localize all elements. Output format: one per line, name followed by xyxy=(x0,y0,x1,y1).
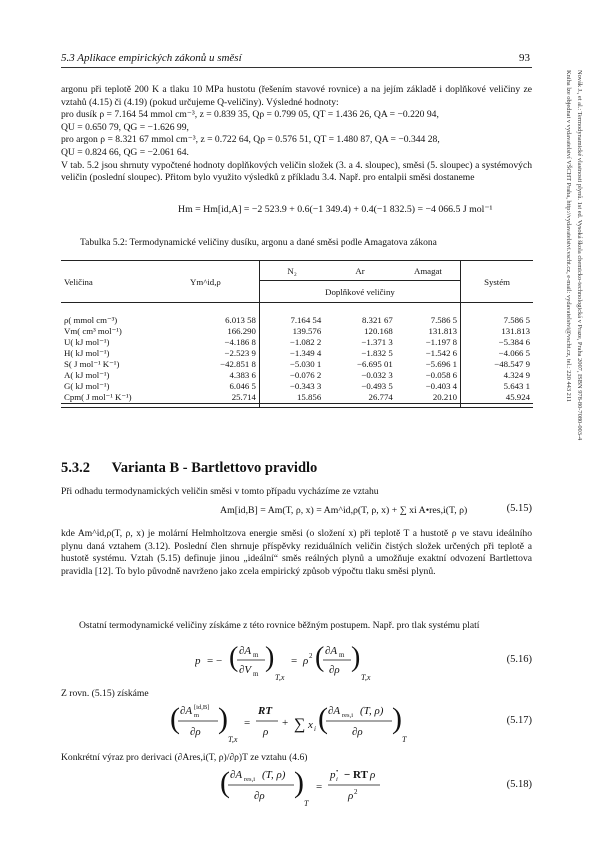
row-ar: 120.168 xyxy=(364,326,393,336)
col-header-ideal: Ym^id,ρ xyxy=(187,261,259,303)
svg-text:2: 2 xyxy=(309,652,313,660)
row-quantity: U( kJ mol⁻¹) xyxy=(64,336,110,347)
svg-text:∑: ∑ xyxy=(294,716,306,733)
row-amagat: −0.058 6 xyxy=(425,370,458,380)
enthalpy-equation: Hm = Hm[id,A] = −2 523.9 + 0.6(−1 349.4) + 0.4(−1 832.5) = −4 066.5 J mol⁻¹ xyxy=(178,204,493,215)
section-intro: Při odhadu termodynamických veličin směsi v tomto případu vycházíme ze vztahu xyxy=(61,486,379,497)
section-paragraph-3: Ostatní termodynamické veličiny získáme z této rovnice běžným postupem. Např. pro tlak systému platí xyxy=(79,620,480,631)
svg-text:T: T xyxy=(402,735,407,744)
section-paragraph-2: kde Am^id,ρ(T, ρ, x) je molární Helmholtzova energie směsi (o složení x) při teplotě T a hustotě ρ ve stavu ideálního plynu daná vztahem (3.12). Poslední člen shrnuje příspěvky reziduálních veličin čistých složek určených při teplotě a hustotě systému. Vztah (5.15) definuje jinou „ideální“ směs reálných plynů a umožňuje exaktní odvození Bartlettova pravidla [12]. To bylo původně navrženo jako zcela empirický způsob výpočtu tlaku směsi plynů. xyxy=(61,528,532,577)
sidenote-line-2: Kniha lze objednat v vydavatelství VŠCHT Praha, http://vydavatelstvi.vscht.cz, e-mail: vydavatelstvi@vscht.cz, tel.: 220 443 211 xyxy=(565,70,572,402)
row-system: 45.924 xyxy=(461,392,533,404)
svg-text:x: x xyxy=(308,719,313,731)
row-ideal: 4.383 6 xyxy=(229,370,256,380)
equation-5-17 xyxy=(170,700,430,746)
row-amagat: 20.210 xyxy=(396,392,461,404)
svg-text:T,x: T,x xyxy=(275,673,285,682)
svg-text:ρ: ρ xyxy=(263,726,269,738)
svg-text:=: = xyxy=(244,717,251,729)
col-header-quantity: Veličina xyxy=(61,261,187,303)
row-ar: 8.321 67 xyxy=(361,315,393,325)
row-n2: −0.343 3 xyxy=(259,381,324,392)
row-system: −4.066 5 xyxy=(461,348,533,359)
row-ideal: −42.851 8 xyxy=(220,359,256,369)
row-amagat: −0.403 4 xyxy=(425,381,458,391)
svg-text:∂ρ: ∂ρ xyxy=(329,664,340,676)
svg-text:i: i xyxy=(336,776,338,783)
svg-text:T,x: T,x xyxy=(228,735,238,744)
row-ar: −0.493 5 xyxy=(361,381,393,391)
row-system: −48.547 9 xyxy=(461,359,533,370)
svg-text:): ) xyxy=(392,702,402,735)
row-amagat: −1.542 6 xyxy=(425,348,458,358)
col-header-amagat: Amagat xyxy=(396,261,461,281)
equation-5-18 xyxy=(220,764,410,810)
row-system: 5.643 1 xyxy=(461,381,533,392)
thermo-table xyxy=(61,260,533,408)
row-amagat: 7.586 5 xyxy=(430,315,458,325)
section-title: Varianta B - Bartlettovo pravidlo xyxy=(111,460,318,476)
row-ar: 26.774 xyxy=(324,392,396,404)
section-paragraph-4: Z rovn. (5.15) získáme xyxy=(61,688,149,699)
svg-text:): ) xyxy=(218,702,228,735)
table-row xyxy=(61,315,533,326)
row-ar: −1.371 3 xyxy=(361,337,393,347)
copyright-sidenote xyxy=(563,70,585,440)
svg-text:∂ρ: ∂ρ xyxy=(254,790,265,802)
row-ideal: 25.714 xyxy=(187,392,259,404)
svg-text:p: p xyxy=(195,655,201,667)
svg-text:): ) xyxy=(265,642,275,673)
nitrogen-values-1: pro dusík ρ = 7.164 54 mmol cm⁻³, z = 0.839 35, Qρ = 0.799 05, QT = 1.436 26, QA = −0.220 94, xyxy=(61,109,439,121)
row-system: −5.384 6 xyxy=(461,337,533,348)
subheader-supplementary: Doplňkové veličiny xyxy=(259,281,460,303)
svg-text:m: m xyxy=(194,712,200,719)
row-system: 4.324 9 xyxy=(461,370,533,381)
section-heading xyxy=(61,460,317,477)
svg-text:res,i: res,i xyxy=(342,712,354,719)
argon-values-2: QU = 0.824 66, QG = −2.061 64. xyxy=(61,146,189,158)
eq-number-5-18: (5.18) xyxy=(506,779,532,790)
row-quantity: S( J mol⁻¹ K⁻¹) xyxy=(64,358,120,369)
header-title: 5.3 Aplikace empirických zákonů u směsí xyxy=(61,52,242,64)
svg-text:T: T xyxy=(304,799,309,808)
svg-text:∂V: ∂V xyxy=(239,664,252,676)
svg-text:=: = xyxy=(316,781,323,793)
table-row xyxy=(61,381,533,392)
equation-5-15: Am[id,B] = Am(T, ρ, x) = Am^id,ρ(T, ρ, x) + ∑ xi A•res,i(T, ρ) xyxy=(220,505,468,516)
svg-text:i: i xyxy=(314,725,316,733)
section-paragraph-5: Konkrétní výraz pro derivaci (∂Ares,i(T, ρ)/∂ρ)T ze vztahu (4.6) xyxy=(61,752,308,763)
svg-text:2: 2 xyxy=(354,788,358,796)
header-rule xyxy=(61,67,532,68)
table-caption: Tabulka 5.2: Termodynamické veličiny dusíku, argonu a dané směsi podle Amagatova zákona xyxy=(80,238,437,248)
table-row xyxy=(61,392,533,404)
svg-text:∂A: ∂A xyxy=(230,769,243,781)
svg-text:m: m xyxy=(339,651,345,659)
row-quantity: A( kJ mol⁻¹) xyxy=(64,369,110,380)
row-amagat: −1.197 8 xyxy=(425,337,458,347)
svg-text:∂ρ: ∂ρ xyxy=(352,726,363,738)
row-quantity: G( kJ mol⁻¹) xyxy=(64,380,110,391)
page-number: 93 xyxy=(519,52,530,64)
col-header-ar: Ar xyxy=(324,261,396,281)
svg-text:ρ: ρ xyxy=(303,655,309,667)
svg-text:[id,B]: [id,B] xyxy=(194,704,210,711)
row-ar: −1.832 5 xyxy=(361,348,393,358)
row-quantity: ρ( mmol cm⁻³) xyxy=(64,314,118,325)
svg-text:=: = xyxy=(291,655,298,667)
svg-text:∂A: ∂A xyxy=(239,645,252,657)
svg-text:): ) xyxy=(351,642,361,673)
svg-text:= −: = − xyxy=(207,655,223,667)
svg-text:∂A: ∂A xyxy=(325,645,338,657)
row-amagat: −5.696 1 xyxy=(425,359,458,369)
svg-text:p: p xyxy=(330,769,336,781)
intro-paragraph: argonu při teplotě 200 K a tlaku 10 MPa hustotu (řešením stavové rovnice) a na jejím základě i doplňkové veličiny ze vztahů (4.15) či (4.19) (pokud určujeme Q-veličiny). Výsledné hodnoty: xyxy=(61,84,532,108)
svg-text:+: + xyxy=(282,717,289,729)
col-header-n2: N₂ xyxy=(259,261,324,281)
row-n2: −1.349 4 xyxy=(259,348,324,359)
table-row xyxy=(61,359,533,370)
row-quantity: Vm( cm³ mol⁻¹) xyxy=(64,325,122,336)
intro-text xyxy=(61,84,532,185)
svg-text:RT: RT xyxy=(258,705,273,717)
svg-text:∂A: ∂A xyxy=(328,705,341,717)
svg-text:ρ: ρ xyxy=(348,790,354,802)
svg-text:m: m xyxy=(253,651,259,659)
svg-text:T,x: T,x xyxy=(361,673,371,682)
svg-text:∂A: ∂A xyxy=(180,705,193,717)
svg-text:∂ρ: ∂ρ xyxy=(190,726,201,738)
row-quantity: H( kJ mol⁻¹) xyxy=(64,347,110,358)
row-system: 131.813 xyxy=(461,326,533,337)
svg-text:(: ( xyxy=(318,702,328,735)
svg-text:m: m xyxy=(253,670,259,678)
equation-5-16 xyxy=(195,640,405,684)
row-quantity: Cpm( J mol⁻¹ K⁻¹) xyxy=(61,392,187,404)
table-body xyxy=(61,303,533,408)
row-ar: −0.032 3 xyxy=(361,370,393,380)
row-system: 7.586 5 xyxy=(461,315,533,326)
svg-text:ρ: ρ xyxy=(370,769,376,781)
row-n2: 7.164 54 xyxy=(259,315,324,326)
table-row xyxy=(61,370,533,381)
svg-text:): ) xyxy=(294,766,304,799)
row-amagat: 131.813 xyxy=(428,326,458,336)
row-n2: 15.856 xyxy=(259,392,324,404)
eq-number-5-17: (5.17) xyxy=(506,715,532,726)
row-ideal: 6.046 5 xyxy=(229,381,256,391)
row-ideal: −2.523 9 xyxy=(224,348,256,358)
svg-text:(T, ρ): (T, ρ) xyxy=(262,769,286,781)
row-ar: −6.695 01 xyxy=(356,359,393,369)
running-header xyxy=(61,52,532,64)
sidenote-line-1: Novák J., et al.: Termodynamické vlastnosti plynů. 1st ed. Vysoká škola chemicko-technologická v Praze, Praha 2007, ISBN 978-80-7080-003-4 xyxy=(576,70,583,441)
table-row xyxy=(61,348,533,359)
eq-number-5-16: (5.16) xyxy=(506,654,532,665)
nitrogen-values-2: QU = 0.650 79, QG = −1.626 99, xyxy=(61,121,189,133)
section-number: 5.3.2 xyxy=(61,460,90,476)
table-row xyxy=(61,337,533,348)
svg-text:(: ( xyxy=(170,702,180,735)
svg-text:res,i: res,i xyxy=(244,776,256,783)
svg-text:(: ( xyxy=(229,642,239,673)
summary-paragraph: V tab. 5.2 jsou shrnuty vypočtené hodnoty doplňkových veličin složek (3. a 4. sloupec), směsi (5. sloupec) a systémových veličin (poslední sloupec). Přitom bylo využito výsledků z příkladu 3.4. Např. pro entalpii směsi dostaneme xyxy=(61,159,532,184)
table-row xyxy=(61,326,533,337)
row-n2: 139.576 xyxy=(259,326,324,337)
eq-number-5-15: (5.15) xyxy=(506,503,532,514)
col-header-system: Systém xyxy=(461,261,533,303)
row-n2: −5.030 1 xyxy=(259,359,324,370)
row-n2: −1.082 2 xyxy=(259,337,324,348)
row-ideal: 166.290 xyxy=(227,326,256,336)
row-ideal: 6.013 58 xyxy=(225,315,256,325)
row-ideal: −4.186 8 xyxy=(224,337,256,347)
svg-text:− RT: − RT xyxy=(344,769,368,781)
svg-text:(: ( xyxy=(220,766,230,799)
row-n2: −0.076 2 xyxy=(259,370,324,381)
svg-text:(: ( xyxy=(315,642,325,673)
svg-text:(T, ρ): (T, ρ) xyxy=(360,705,384,717)
argon-values-1: pro argon ρ = 8.321 67 mmol cm⁻³, z = 0.722 64, Qρ = 0.576 51, QT = 1.480 87, QA = −0.344 28, xyxy=(61,134,440,146)
svg-text:•: • xyxy=(336,768,339,775)
